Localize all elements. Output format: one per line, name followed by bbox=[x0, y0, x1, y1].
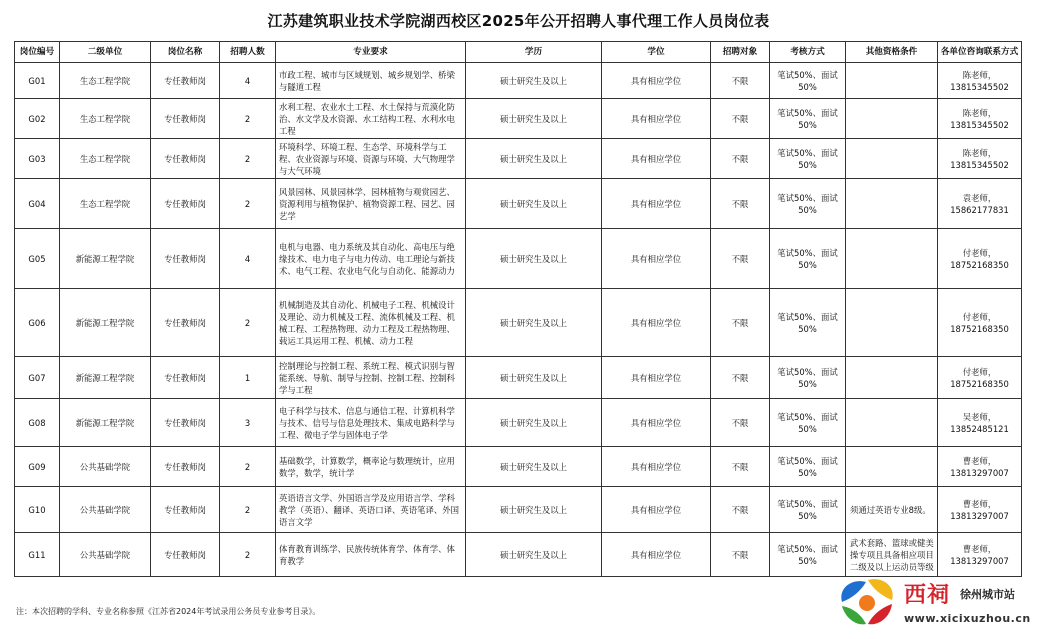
contact-info: 曹老师，13813297007 bbox=[938, 447, 1022, 487]
applicant-scope: 不限 bbox=[711, 487, 770, 533]
degree: 具有相应学位 bbox=[602, 487, 711, 533]
hire-count: 2 bbox=[220, 139, 276, 179]
major-requirement: 风景园林、风景园林学、园林植物与观赏园艺、资源利用与植物保护、植物资源工程、园艺、园艺学 bbox=[276, 179, 466, 229]
applicant-scope: 不限 bbox=[711, 139, 770, 179]
other-qualification bbox=[846, 179, 938, 229]
hire-count: 3 bbox=[220, 399, 276, 447]
education: 硕士研究生及以上 bbox=[466, 399, 602, 447]
table-row bbox=[15, 179, 1022, 229]
degree: 具有相应学位 bbox=[602, 229, 711, 289]
assessment-method: 笔试50%、面试50% bbox=[770, 357, 846, 399]
major-requirement: 市政工程、城市与区域规划、城乡规划学、桥梁与隧道工程 bbox=[276, 63, 466, 99]
unit-name: 公共基础学院 bbox=[60, 487, 151, 533]
unit-name: 生态工程学院 bbox=[60, 63, 151, 99]
education: 硕士研究生及以上 bbox=[466, 179, 602, 229]
applicant-scope: 不限 bbox=[711, 289, 770, 357]
post-code: G11 bbox=[15, 533, 60, 577]
post-name: 专任教师岗 bbox=[151, 447, 220, 487]
post-name: 专任教师岗 bbox=[151, 289, 220, 357]
assessment-method: 笔试50%、面试50% bbox=[770, 139, 846, 179]
document-title: 江苏建筑职业技术学院湖西校区2025年公开招聘人事代理工作人员岗位表 bbox=[267, 12, 770, 30]
contact-info: 陈老师，13815345502 bbox=[938, 139, 1022, 179]
post-name: 专任教师岗 bbox=[151, 487, 220, 533]
education: 硕士研究生及以上 bbox=[466, 357, 602, 399]
education: 硕士研究生及以上 bbox=[466, 487, 602, 533]
post-name: 专任教师岗 bbox=[151, 533, 220, 577]
applicant-scope: 不限 bbox=[711, 179, 770, 229]
hire-count: 1 bbox=[220, 357, 276, 399]
post-name: 专任教师岗 bbox=[151, 229, 220, 289]
watermark-url: www.xicixuzhou.cn bbox=[904, 612, 1031, 625]
major-requirement: 英语语言文学、外国语言学及应用语言学、学科教学（英语）、翻译、英语口译、英语笔译、外国语言文学 bbox=[276, 487, 466, 533]
applicant-scope: 不限 bbox=[711, 533, 770, 577]
applicant-scope: 不限 bbox=[711, 63, 770, 99]
unit-name: 新能源工程学院 bbox=[60, 289, 151, 357]
site-watermark bbox=[832, 572, 1032, 634]
table-body bbox=[15, 63, 1022, 577]
table-row bbox=[15, 139, 1022, 179]
column-header: 考核方式 bbox=[770, 42, 846, 63]
xici-logo-icon bbox=[832, 574, 902, 630]
major-requirement: 电子科学与技术、信息与通信工程、计算机科学与技术、信号与信息处理技术、集成电路科学与工程、微电子学与固体电子学 bbox=[276, 399, 466, 447]
column-header: 学历 bbox=[466, 42, 602, 63]
education: 硕士研究生及以上 bbox=[466, 63, 602, 99]
hire-count: 2 bbox=[220, 447, 276, 487]
assessment-method: 笔试50%、面试50% bbox=[770, 447, 846, 487]
post-name: 专任教师岗 bbox=[151, 357, 220, 399]
degree: 具有相应学位 bbox=[602, 289, 711, 357]
assessment-method: 笔试50%、面试50% bbox=[770, 399, 846, 447]
contact-info: 付老师，18752168350 bbox=[938, 357, 1022, 399]
post-code: G10 bbox=[15, 487, 60, 533]
post-name: 专任教师岗 bbox=[151, 139, 220, 179]
post-name: 专任教师岗 bbox=[151, 399, 220, 447]
assessment-method: 笔试50%、面试50% bbox=[770, 179, 846, 229]
degree: 具有相应学位 bbox=[602, 63, 711, 99]
major-requirement: 控制理论与控制工程、系统工程、模式识别与智能系统、导航、制导与控制、控制工程、控制科学与工程 bbox=[276, 357, 466, 399]
education: 硕士研究生及以上 bbox=[466, 447, 602, 487]
other-qualification bbox=[846, 289, 938, 357]
education: 硕士研究生及以上 bbox=[466, 99, 602, 139]
table-row bbox=[15, 357, 1022, 399]
column-header: 招聘对象 bbox=[711, 42, 770, 63]
assessment-method: 笔试50%、面试50% bbox=[770, 99, 846, 139]
hire-count: 2 bbox=[220, 533, 276, 577]
unit-name: 公共基础学院 bbox=[60, 447, 151, 487]
assessment-method: 笔试50%、面试50% bbox=[770, 533, 846, 577]
post-name: 专任教师岗 bbox=[151, 63, 220, 99]
table-row bbox=[15, 289, 1022, 357]
post-code: G05 bbox=[15, 229, 60, 289]
applicant-scope: 不限 bbox=[711, 357, 770, 399]
column-header: 招聘人数 bbox=[220, 42, 276, 63]
hire-count: 2 bbox=[220, 487, 276, 533]
degree: 具有相应学位 bbox=[602, 447, 711, 487]
watermark-brand: 西祠 bbox=[904, 582, 951, 608]
hire-count: 4 bbox=[220, 63, 276, 99]
other-qualification bbox=[846, 399, 938, 447]
assessment-method: 笔试50%、面试50% bbox=[770, 487, 846, 533]
major-requirement: 基础数学，计算数学，概率论与数理统计，应用数学，数学，统计学 bbox=[276, 447, 466, 487]
contact-info: 吴老师，13852485121 bbox=[938, 399, 1022, 447]
other-qualification bbox=[846, 229, 938, 289]
other-qualification bbox=[846, 357, 938, 399]
other-qualification bbox=[846, 447, 938, 487]
contact-info: 付老师，18752168350 bbox=[938, 229, 1022, 289]
contact-info: 曹老师，13813297007 bbox=[938, 533, 1022, 577]
other-qualification bbox=[846, 99, 938, 139]
contact-info: 陈老师，13815345502 bbox=[938, 99, 1022, 139]
table-row bbox=[15, 487, 1022, 533]
hire-count: 4 bbox=[220, 229, 276, 289]
table-row bbox=[15, 533, 1022, 577]
column-header: 岗位名称 bbox=[151, 42, 220, 63]
unit-name: 生态工程学院 bbox=[60, 179, 151, 229]
table-header-row bbox=[15, 42, 1022, 63]
hire-count: 2 bbox=[220, 99, 276, 139]
education: 硕士研究生及以上 bbox=[466, 289, 602, 357]
unit-name: 新能源工程学院 bbox=[60, 399, 151, 447]
degree: 具有相应学位 bbox=[602, 179, 711, 229]
post-code: G07 bbox=[15, 357, 60, 399]
unit-name: 新能源工程学院 bbox=[60, 229, 151, 289]
contact-info: 付老师，18752168350 bbox=[938, 289, 1022, 357]
post-name: 专任教师岗 bbox=[151, 179, 220, 229]
table-row bbox=[15, 99, 1022, 139]
watermark-site: 徐州城市站 bbox=[960, 588, 1015, 601]
table-row bbox=[15, 447, 1022, 487]
table-row bbox=[15, 63, 1022, 99]
degree: 具有相应学位 bbox=[602, 139, 711, 179]
applicant-scope: 不限 bbox=[711, 229, 770, 289]
hire-count: 2 bbox=[220, 289, 276, 357]
contact-info: 曹老师，13813297007 bbox=[938, 487, 1022, 533]
post-code: G03 bbox=[15, 139, 60, 179]
applicant-scope: 不限 bbox=[711, 447, 770, 487]
other-qualification bbox=[846, 139, 938, 179]
degree: 具有相应学位 bbox=[602, 357, 711, 399]
column-header: 二级单位 bbox=[60, 42, 151, 63]
contact-info: 陈老师，13815345502 bbox=[938, 63, 1022, 99]
major-requirement: 体育教育训练学、民族传统体育学、体育学、体育教学 bbox=[276, 533, 466, 577]
post-code: G01 bbox=[15, 63, 60, 99]
other-qualification: 武术套路、篮球或健美操专项且具备相应项目二级及以上运动员等级 bbox=[846, 533, 938, 577]
unit-name: 公共基础学院 bbox=[60, 533, 151, 577]
degree: 具有相应学位 bbox=[602, 99, 711, 139]
assessment-method: 笔试50%、面试50% bbox=[770, 229, 846, 289]
column-header: 各单位咨询联系方式 bbox=[938, 42, 1022, 63]
column-header: 岗位编号 bbox=[15, 42, 60, 63]
major-requirement: 环境科学、环境工程、生态学、环境科学与工程、农业资源与环境、资源与环境、大气物理学与大气环境 bbox=[276, 139, 466, 179]
column-header: 其他资格条件 bbox=[846, 42, 938, 63]
column-header: 专业要求 bbox=[276, 42, 466, 63]
unit-name: 新能源工程学院 bbox=[60, 357, 151, 399]
post-code: G04 bbox=[15, 179, 60, 229]
applicant-scope: 不限 bbox=[711, 99, 770, 139]
post-code: G09 bbox=[15, 447, 60, 487]
table-row bbox=[15, 229, 1022, 289]
degree: 具有相应学位 bbox=[602, 533, 711, 577]
other-qualification: 须通过英语专业8级。 bbox=[846, 487, 938, 533]
degree: 具有相应学位 bbox=[602, 399, 711, 447]
post-name: 专任教师岗 bbox=[151, 99, 220, 139]
footnote: 注：本次招聘的学科、专业名称参照《江苏省2024年考试录用公务员专业参考目录》。 bbox=[16, 607, 321, 616]
education: 硕士研究生及以上 bbox=[466, 229, 602, 289]
column-header: 学位 bbox=[602, 42, 711, 63]
education: 硕士研究生及以上 bbox=[466, 533, 602, 577]
post-code: G06 bbox=[15, 289, 60, 357]
hire-count: 2 bbox=[220, 179, 276, 229]
assessment-method: 笔试50%、面试50% bbox=[770, 289, 846, 357]
unit-name: 生态工程学院 bbox=[60, 139, 151, 179]
post-code: G08 bbox=[15, 399, 60, 447]
positions-table bbox=[14, 41, 1022, 577]
assessment-method: 笔试50%、面试50% bbox=[770, 63, 846, 99]
post-code: G02 bbox=[15, 99, 60, 139]
unit-name: 生态工程学院 bbox=[60, 99, 151, 139]
applicant-scope: 不限 bbox=[711, 399, 770, 447]
major-requirement: 机械制造及其自动化、机械电子工程、机械设计及理论、动力机械及工程、流体机械及工程、机械工程、工程热物理、动力工程及工程热物理、载运工具运用工程、机械、动力工程 bbox=[276, 289, 466, 357]
contact-info: 袁老师，15862177831 bbox=[938, 179, 1022, 229]
education: 硕士研究生及以上 bbox=[466, 139, 602, 179]
other-qualification bbox=[846, 63, 938, 99]
major-requirement: 水利工程、农业水土工程、水土保持与荒漠化防治、水文学及水资源、水工结构工程、水利水电工程 bbox=[276, 99, 466, 139]
table-row bbox=[15, 399, 1022, 447]
major-requirement: 电机与电器、电力系统及其自动化、高电压与绝缘技术、电力电子与电力传动、电工理论与新技术、电气工程、农业电气化与自动化、能源动力 bbox=[276, 229, 466, 289]
